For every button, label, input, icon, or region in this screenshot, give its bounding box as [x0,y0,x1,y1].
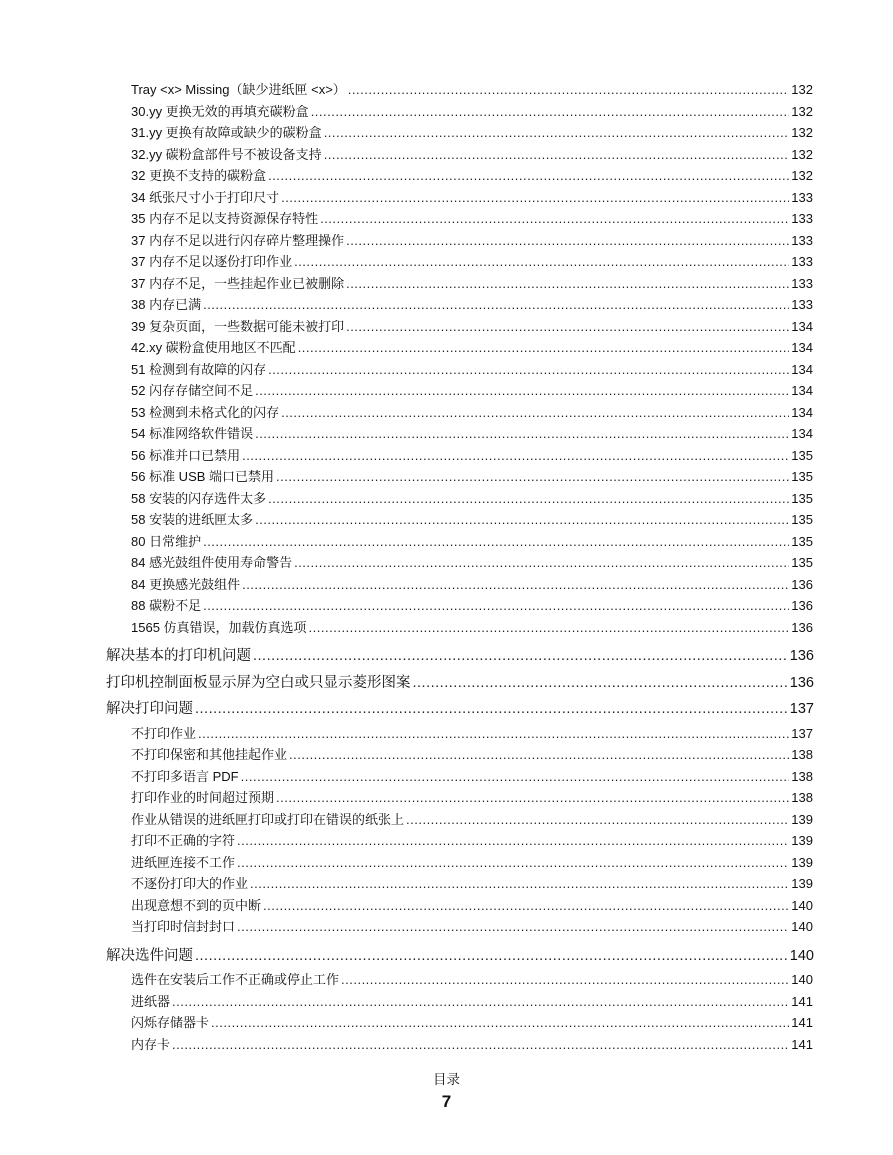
toc-entry-page: 140 [791,919,813,934]
toc-entry-title: 30.yy 更换无效的再填充碳粉盒 [131,103,309,119]
toc-entry-page: 135 [791,469,813,484]
toc-entry-title: 1565 仿真错误，加载仿真选项 [131,619,307,635]
toc-entry-page: 137 [791,725,813,741]
toc-entry-title: 不打印多语言 PDF [131,768,239,784]
dot-leader [203,295,789,315]
toc-entry[interactable] [131,853,813,873]
dot-leader [195,697,788,721]
dot-leader [406,810,789,830]
toc-entry-title: 打印不正确的字符 [131,833,236,848]
toc-entry[interactable] [131,489,813,509]
toc-entry-title: 不打印保密和其他挂起作业 [131,747,288,762]
toc-entry[interactable] [131,575,813,595]
dot-leader [413,671,788,695]
dot-leader [268,489,789,509]
dot-leader [298,338,790,358]
toc-section-entry[interactable] [106,697,814,721]
toc-entry[interactable] [131,917,813,937]
toc-entry-title: 作业从错误的进纸匣打印或打印在错误的纸张上 [131,811,405,827]
toc-entry[interactable] [131,274,813,294]
dot-leader [294,252,789,272]
toc-entry[interactable] [131,145,813,165]
toc-entry-title: 54 标准网络软件错误 [131,426,254,441]
toc-entry-page: 133 [791,254,813,269]
toc-entry-title: 56 标准并口已禁用 [131,447,241,463]
toc-entry-page: 140 [791,972,813,987]
toc-entry-page: 136 [791,576,813,592]
toc-entry[interactable] [131,1013,813,1033]
dot-leader [203,532,789,552]
toc-entry-title: 解决打印问题 [106,701,193,717]
toc-entry[interactable] [131,1035,813,1055]
toc-entry[interactable] [131,532,813,552]
toc-entry-title: 37 内存不足以逐份打印作业 [131,254,293,269]
dot-leader [263,896,789,916]
dot-leader [281,403,789,423]
dot-leader [253,644,788,668]
toc-entry-page: 138 [791,747,813,762]
dot-leader [268,360,789,380]
toc-entry-title: 51 检测到有故障的闪存 [131,361,267,377]
dot-leader [346,317,789,337]
dot-leader [311,102,790,122]
toc-entry-page: 134 [791,383,813,398]
toc-entry-page: 133 [791,189,813,205]
toc-entry[interactable] [131,618,813,638]
toc-entry-title: 37 内存不足，一些挂起作业已被删除 [131,275,345,291]
toc-entry-title: 39 复杂页面，一些数据可能未被打印 [131,318,345,334]
toc-entry-page: 141 [791,1036,813,1052]
toc-entry[interactable] [131,810,813,830]
toc-entry[interactable] [131,424,813,444]
toc-entry-title: 32.yy 碳粉盒部件号不被设备支持 [131,146,322,162]
dot-leader [195,944,788,968]
toc-entry[interactable] [131,166,813,186]
toc-entry[interactable] [131,381,813,401]
toc-entry-page: 141 [791,993,813,1009]
toc-entry-page: 133 [791,297,813,312]
toc-entry-page: 134 [791,426,813,441]
toc-entry-page: 139 [791,811,813,827]
dot-leader [250,874,789,894]
dot-leader [172,992,789,1012]
toc-section-entry[interactable] [106,944,814,968]
toc-entry-page: 138 [791,768,813,784]
toc-entry-title: 84 感光鼓组件使用寿命警告 [131,555,293,570]
toc-entry-title: 32 更换不支持的碳粉盒 [131,168,267,183]
dot-leader [348,80,790,100]
toc-entry-title: 58 安装的进纸匣太多 [131,512,254,527]
toc-entry-page: 137 [789,701,814,717]
toc-entry-page: 135 [791,555,813,570]
dot-leader [237,853,789,873]
toc-entry-title: 内存卡 [131,1036,171,1052]
dot-leader [255,510,789,530]
toc-entry-title: 31.yy 更换有故障或缺少的碳粉盒 [131,125,322,140]
toc-entry-page: 135 [791,512,813,527]
toc-section-entry[interactable] [106,644,814,668]
toc-entry-page: 132 [791,168,813,183]
toc-entry[interactable] [131,80,813,100]
toc-entry-title: 56 标准 USB 端口已禁用 [131,469,275,484]
toc-entry-title: 打印机控制面板显示屏为空白或只显示菱形图案 [106,674,411,691]
toc-entry[interactable] [131,338,813,358]
dot-leader [276,788,789,808]
toc-entry-title: 38 内存已满 [131,297,202,312]
toc-entry-title: 52 闪存存储空间不足 [131,383,254,398]
toc-entry-page: 132 [791,103,813,119]
page-number: 7 [441,1092,452,1111]
dot-leader [276,467,789,487]
dot-leader [241,767,790,787]
toc-entry-page: 135 [791,490,813,506]
toc-entry[interactable] [131,317,813,337]
dot-leader [346,274,789,294]
toc-entry-page: 134 [791,361,813,377]
toc-entry-page: 134 [791,340,813,355]
toc-entry-title: 35 内存不足以支持资源保存特性 [131,211,319,226]
toc-entry-title: 不逐份打印大的作业 [131,876,249,891]
toc-entry-page: 136 [789,674,814,691]
toc-entry[interactable] [131,188,813,208]
toc-entry[interactable] [131,252,813,272]
toc-entry[interactable] [131,553,813,573]
dot-leader [198,724,789,744]
toc-entry-page: 133 [791,232,813,248]
dot-leader [289,745,789,765]
toc-entry-title: 解决基本的打印机问题 [106,648,251,664]
toc-entry-page: 139 [791,833,813,848]
toc-entry-title: 打印作业的时间超过预期 [131,790,275,805]
toc-entry[interactable] [131,209,813,229]
dot-leader [341,970,789,990]
toc-entry-title: 37 内存不足以进行闪存碎片整理操作 [131,232,345,248]
footer-section-title: 目录 [433,1072,460,1087]
toc-entry[interactable] [131,510,813,530]
toc-entry-title: 58 安装的闪存选件太多 [131,490,267,506]
toc-entry[interactable] [131,102,813,122]
toc-entry-title: 进纸匣连接不工作 [131,854,236,870]
dot-leader [255,381,789,401]
toc-entry[interactable] [131,467,813,487]
toc-entry[interactable] [131,403,813,423]
dot-leader [324,123,790,143]
toc-entry-title: 当打印时信封封口 [131,919,236,934]
toc-section-entry[interactable] [106,671,814,695]
toc-entry-page: 136 [789,648,814,664]
dot-leader [237,917,789,937]
toc-entry-title: 出现意想不到的页中断 [131,897,262,913]
toc-entry[interactable] [131,295,813,315]
toc-entry-title: 进纸器 [131,993,171,1009]
dot-leader [309,618,790,638]
toc-entry-title: 解决选件问题 [106,947,193,964]
toc-entry-title: 不打印作业 [131,725,197,741]
toc-entry[interactable] [131,767,813,787]
toc-entry[interactable] [131,896,813,916]
toc-entry-title: 84 更换感光鼓组件 [131,576,241,592]
toc-entry-page: 139 [791,854,813,870]
dot-leader [211,1013,789,1033]
toc-entry-page: 139 [791,876,813,891]
toc-entry-title: 闪烁存储器卡 [131,1015,210,1030]
toc-entry-title: 88 碳粉不足 [131,598,202,613]
toc-entry[interactable] [131,360,813,380]
toc-entry-page: 141 [791,1015,813,1030]
toc-entry[interactable] [131,446,813,466]
dot-leader [346,231,789,251]
dot-leader [242,575,789,595]
toc-entry[interactable] [131,831,813,851]
toc-entry-title: 42.xy 碳粉盒使用地区不匹配 [131,340,296,355]
toc-entry-page: 132 [791,125,813,140]
toc-entry-title: 34 纸张尺寸小于打印尺寸 [131,189,280,205]
toc-entry-page: 133 [791,211,813,226]
toc-entry-page: 134 [791,404,813,420]
toc-entry-page: 140 [791,897,813,913]
toc-entry[interactable] [131,970,813,990]
toc-entry-title: Tray <x> Missing（缺少进纸匣 <x>） [131,82,346,97]
toc-entry-title: 53 检测到未格式化的闪存 [131,404,280,420]
toc-entry-page: 136 [791,619,813,635]
toc-entry-page: 140 [789,947,814,964]
dot-leader [242,446,789,466]
toc-entry[interactable] [131,123,813,143]
toc-entry[interactable] [131,596,813,616]
toc-entry-page: 134 [791,318,813,334]
toc-entry[interactable] [131,745,813,765]
toc-entry[interactable] [131,231,813,251]
toc-entry-page: 133 [791,275,813,291]
toc-entry-page: 132 [791,146,813,162]
toc-entry-title: 选件在安装后工作不正确或停止工作 [131,972,340,987]
toc-entry[interactable] [131,724,813,744]
toc-entry-page: 135 [791,447,813,463]
dot-leader [237,831,789,851]
dot-leader [255,424,789,444]
dot-leader [294,553,789,573]
toc-entry-page: 132 [791,82,813,97]
toc-entry-title: 80 日常维护 [131,533,202,549]
toc-entry[interactable] [131,992,813,1012]
toc-entry[interactable] [131,788,813,808]
dot-leader [268,166,789,186]
dot-leader [172,1035,789,1055]
dot-leader [203,596,789,616]
dot-leader [320,209,789,229]
toc-entry-page: 138 [791,790,813,805]
toc-entry-page: 135 [791,533,813,549]
toc-entry-page: 136 [791,598,813,613]
toc-entry[interactable] [131,874,813,894]
dot-leader [324,145,790,165]
dot-leader [281,188,789,208]
